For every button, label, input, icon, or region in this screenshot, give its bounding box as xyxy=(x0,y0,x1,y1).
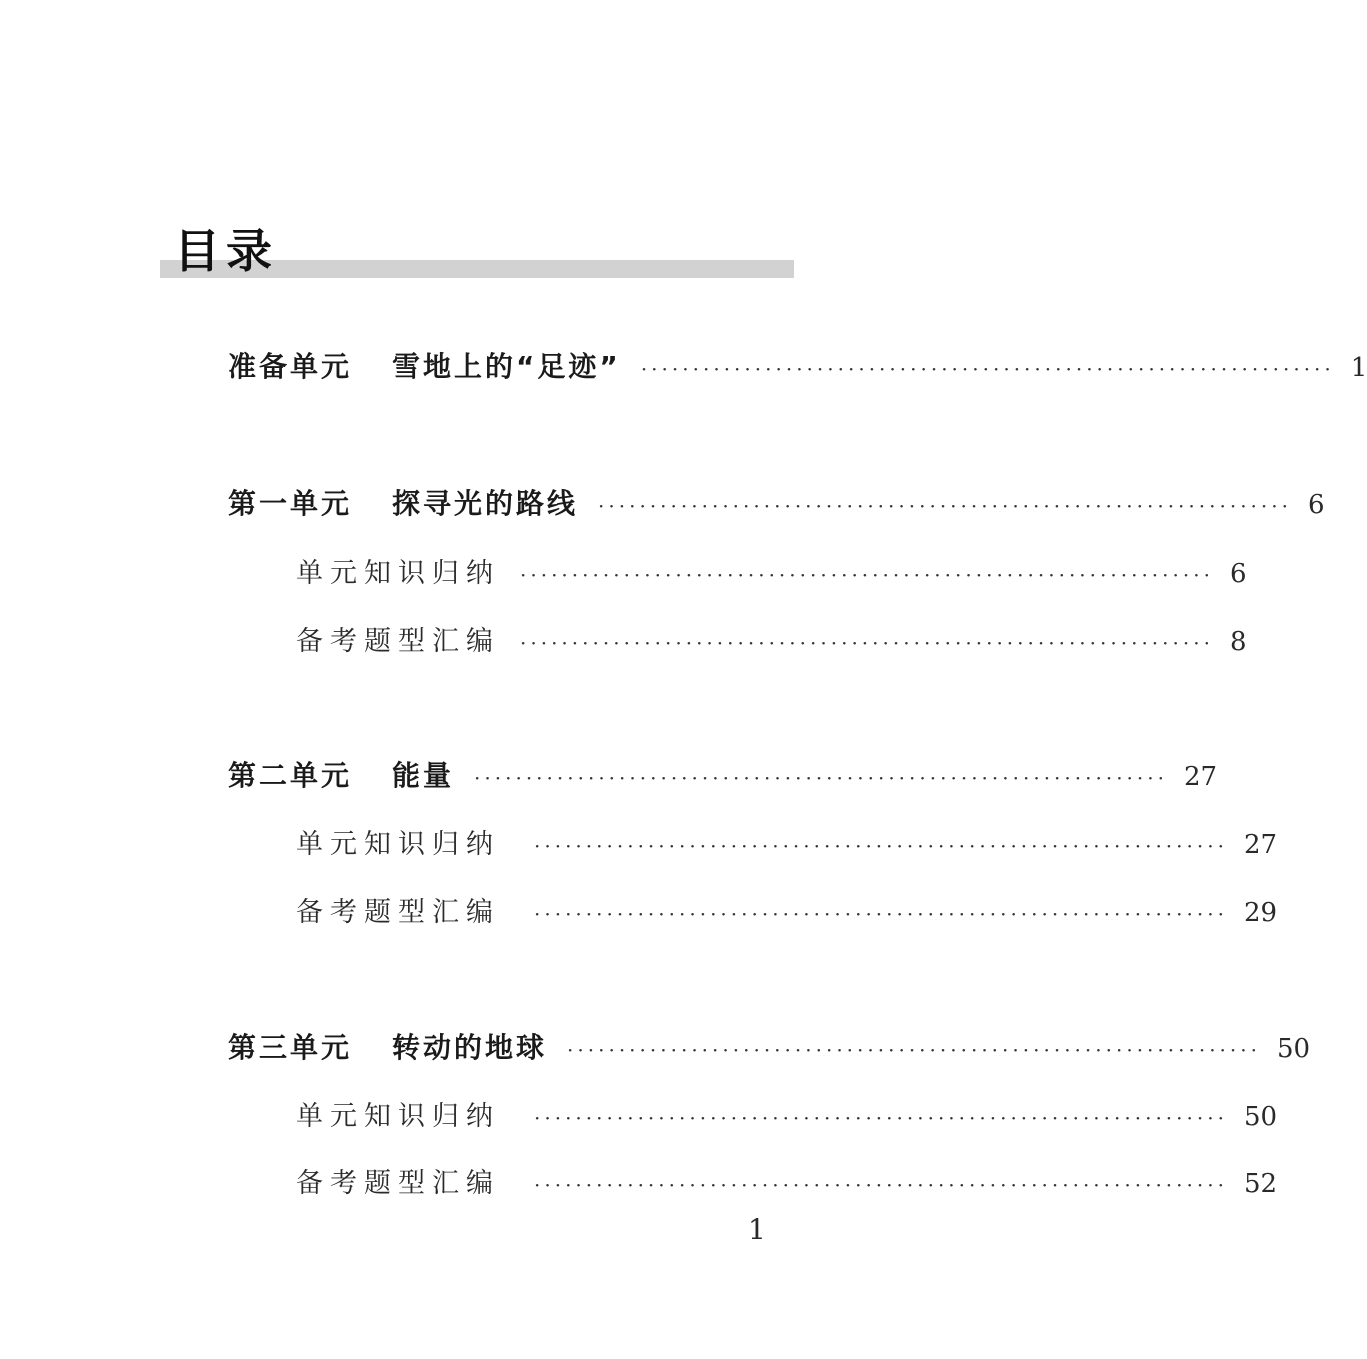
toc-unit-title: 第二单元 能量 xyxy=(228,759,455,792)
dot-leader: ··································································· xyxy=(640,357,1335,381)
toc-sub-title: 备考题型汇编 xyxy=(296,897,500,928)
toc-sub-title: 单元知识归纳 xyxy=(296,558,500,589)
toc-unit-title: 准备单元 雪地上的“足迹” xyxy=(228,350,621,383)
dot-leader: ··································································· xyxy=(534,834,1228,858)
dot-leader: ··································································· xyxy=(520,631,1214,655)
dot-leader: ··································································· xyxy=(534,1173,1228,1197)
toc-page-number: 6 xyxy=(1229,559,1247,589)
toc-page-number: 8 xyxy=(1229,627,1247,657)
toc-entry-unit[interactable] xyxy=(228,1026,1311,1066)
toc-entry-sub[interactable] xyxy=(296,1161,1278,1200)
toc-page-number: 50 xyxy=(1243,1102,1278,1132)
toc-sub-title: 备考题型汇编 xyxy=(296,1168,500,1199)
toc-page-number: 50 xyxy=(1276,1034,1311,1064)
toc-entry-sub[interactable] xyxy=(296,551,1247,590)
toc-entry-unit[interactable] xyxy=(228,482,1325,522)
dot-leader: ··································································· xyxy=(474,766,1168,790)
toc-sub-title: 备考题型汇编 xyxy=(296,626,500,657)
toc-sub-title: 单元知识归纳 xyxy=(296,1101,500,1132)
dot-leader: ··································································· xyxy=(534,902,1228,926)
toc-page-number: 29 xyxy=(1243,898,1278,928)
toc-entry-unit[interactable] xyxy=(228,754,1218,794)
toc-page-number: 1 xyxy=(1350,353,1367,383)
toc-sub-title: 单元知识归纳 xyxy=(296,829,500,860)
toc-entry-sub[interactable] xyxy=(296,822,1278,861)
toc-entry-sub[interactable] xyxy=(296,1094,1278,1133)
page-title: 目录 xyxy=(174,224,278,278)
toc-unit-title: 第一单元 探寻光的路线 xyxy=(228,487,579,520)
toc-entry-unit[interactable] xyxy=(228,345,1367,385)
toc-page-number: 52 xyxy=(1243,1169,1278,1199)
toc-entry-sub[interactable] xyxy=(296,890,1278,929)
dot-leader: ··································································· xyxy=(598,494,1292,518)
page-folio-number: 1 xyxy=(748,1213,766,1246)
dot-leader: ··································································· xyxy=(520,563,1214,587)
toc-entry-sub[interactable] xyxy=(296,619,1247,658)
dot-leader: ··································································· xyxy=(567,1038,1261,1062)
toc-page-number: 27 xyxy=(1183,762,1218,792)
toc-page-number: 6 xyxy=(1307,490,1325,520)
toc-unit-title: 第三单元 转动的地球 xyxy=(228,1031,548,1064)
dot-leader: ··································································· xyxy=(534,1106,1228,1130)
toc-page-number: 27 xyxy=(1243,830,1278,860)
